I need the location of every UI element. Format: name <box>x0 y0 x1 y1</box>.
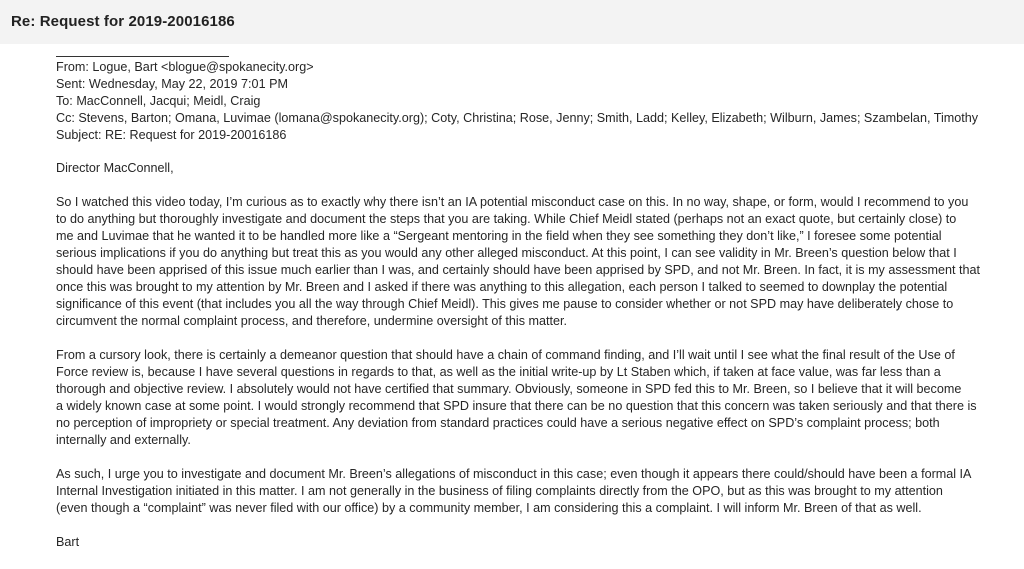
paragraph-line: Internal Investigation initiated in this matter. I am not generally in the business of filing complaints directly from the OPO, but as this was brought to my attention <box>56 484 943 498</box>
paragraph-line: thorough and objective review. I absolutely would not have certified that summary. Obviously, someone in SPD fed this to Mr. Breen, so I believe that it will become <box>56 382 962 396</box>
paragraph-3 <box>56 466 1011 517</box>
paragraph-line: From a cursory look, there is certainly a demeanor question that should have a chain of command finding, and I’ll wait until I see what the final result of the Use of <box>56 348 955 362</box>
paragraph-2 <box>56 347 1011 449</box>
paragraph-line: Force review is, because I have several questions in regards to that, as well as the initial write-up by Lt Staben which, if taken at face value, was far less than a <box>56 365 941 379</box>
from-label: From: <box>56 60 89 74</box>
to-value[interactable]: MacConnell, Jacqui; Meidl, Craig <box>76 94 261 108</box>
to-line <box>56 93 968 110</box>
paragraph-line: significance of this event (that includes you all the way through Chief Meidl). This gives me pause to consider whether or not SPD may have deliberately chose to <box>56 297 954 311</box>
cc-label: Cc: <box>56 111 75 125</box>
message-subject-title: Re: Request for 2019-20016186 <box>11 13 235 30</box>
paragraph-1 <box>56 194 1011 330</box>
cc-line <box>56 110 979 127</box>
sent-line <box>56 76 968 93</box>
cc-value[interactable]: Stevens, Barton; Omana, Luvimae (lomana@spokanecity.org); Coty, Christina; Rose, Jenny; Smith, Ladd; Kelley, Elizabeth; Wilburn, James; Szambelan, Timothy <box>78 111 979 125</box>
signature: Bart <box>56 535 80 549</box>
sent-label: Sent: <box>56 77 86 91</box>
from-value[interactable]: Logue, Bart <blogue@spokanecity.org> <box>92 60 314 74</box>
paragraph-line: a widely known case at some point. I would strongly recommend that SPD insure that there can be no question that this concern was taken seriously and that there is <box>56 399 977 413</box>
paragraph-line: no perception of impropriety or special treatment. Any deviation from standard practices could have a serious negative effect on SPD’s complaint process; both <box>56 416 940 430</box>
sent-value: Wednesday, May 22, 2019 7:01 PM <box>88 77 288 91</box>
to-label: To: <box>56 94 73 108</box>
paragraph-line: As such, I urge you to investigate and document Mr. Breen’s allegations of misconduct in this case; even though it appears there could/should have been a formal IA <box>56 467 972 481</box>
greeting: Director MacConnell, <box>56 161 174 175</box>
message-header-bar <box>0 0 1024 44</box>
header-separator-rule <box>56 56 229 57</box>
subject-line <box>56 127 968 144</box>
paragraph-line: to do anything but thoroughly investigate and document the steps that you are taking. While Chief Meidl stated (perhaps not an exact quote, but certainly close) to <box>56 212 957 226</box>
paragraph-line: serious implications if you do anything but treat this as you would any other alleged misconduct. At this point, I can see validity in Mr. Breen’s question below that I <box>56 246 957 260</box>
forwarded-header-block <box>56 59 979 144</box>
paragraph-line: me and Luvimae that he wanted it to be handled more like a “Sergeant mentoring in the field when they see something they don’t like,” I foresee some potential <box>56 229 942 243</box>
message-body <box>0 56 981 551</box>
paragraph-line: internally and externally. <box>56 433 191 447</box>
subject-value: RE: Request for 2019-20016186 <box>105 128 287 142</box>
subject-label: Subject: <box>56 128 102 142</box>
paragraph-line: should have been apprised of this issue much earlier than I was, and certainly should have been apprised by SPD, and not Mr. Breen. In fact, it is my assessment that <box>56 263 981 277</box>
paragraph-line: (even though a “complaint” was never filed with our office) by a community member, I am considering this a complaint. I will inform Mr. Breen of that as well. <box>56 501 922 515</box>
paragraph-line: circumvent the normal complaint process, and therefore, undermine oversight of this matter. <box>56 314 567 328</box>
from-line <box>56 59 968 76</box>
paragraph-line: So I watched this video today, I’m curious as to exactly why there isn’t an IA potential misconduct case on this. In no way, shape, or form, would I recommend to you <box>56 195 969 209</box>
paragraph-line: once this was brought to my attention by Mr. Breen and I asked if there was anything to this allegation, each person I talked to seemed to downplay the potential <box>56 280 948 294</box>
